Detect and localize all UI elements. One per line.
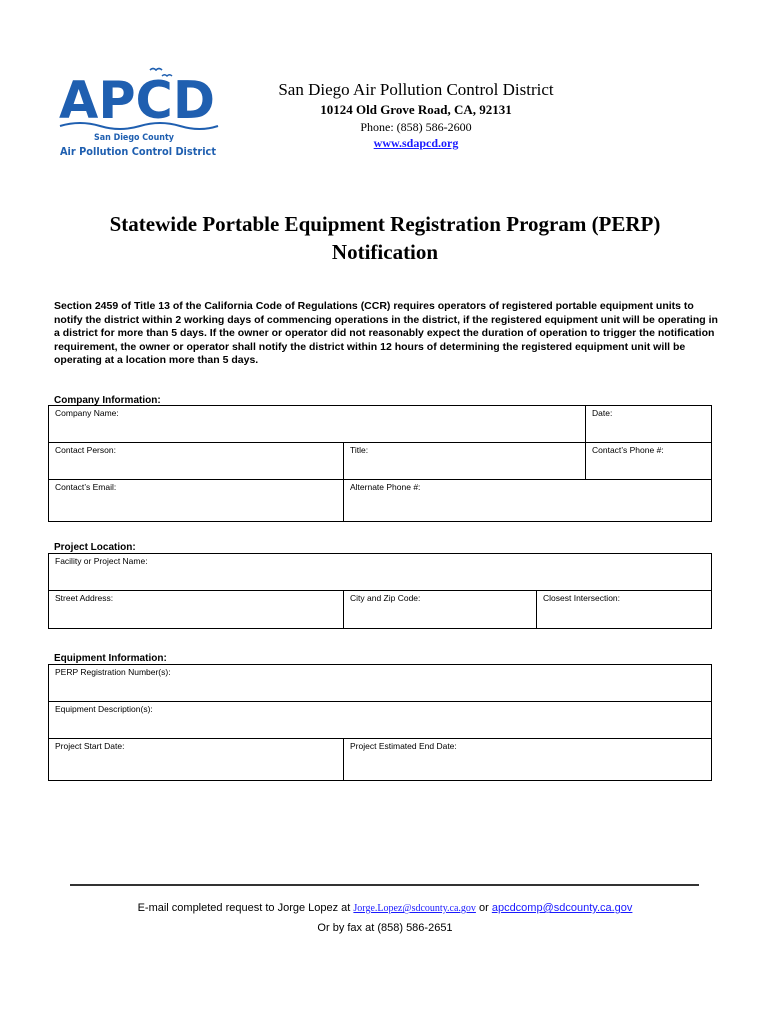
- org-phone: Phone: (858) 586-2600: [360, 120, 472, 134]
- logo-text: APCD: [59, 71, 215, 131]
- table-row: [49, 739, 711, 780]
- equipment-section-label: Equipment Information:: [54, 653, 167, 664]
- company-info-table: [48, 405, 712, 522]
- table-row: [49, 443, 711, 480]
- table-row: [49, 480, 711, 521]
- equipment-descriptions-field[interactable]: Equipment Description(s):: [55, 704, 153, 714]
- street-address-field[interactable]: Street Address:: [49, 591, 344, 628]
- title-field[interactable]: Title:: [344, 443, 586, 479]
- org-name: San Diego Air Pollution Control District: [278, 80, 554, 99]
- form-title-line2: Notification: [331, 240, 439, 264]
- org-website-link[interactable]: www.sdapcd.org: [373, 136, 459, 150]
- project-section-label: Project Location:: [54, 542, 136, 553]
- footer-or: or: [478, 902, 489, 914]
- table-row: [49, 406, 711, 443]
- table-row: [49, 554, 711, 591]
- email-link-apcdcomp[interactable]: apcdcomp@sdcounty.ca.gov: [491, 902, 633, 914]
- table-row: [49, 702, 711, 739]
- equipment-info-table: [48, 664, 712, 781]
- form-title-line1: Statewide Portable Equipment Registration Program (PERP): [109, 212, 661, 236]
- footer-email-prefix: E-mail completed request to Jorge Lopez at: [137, 902, 351, 914]
- contact-person-field[interactable]: Contact Person:: [49, 443, 344, 479]
- logo-subtitle: San Diego County: [94, 133, 175, 143]
- footer-email-line: [0, 902, 770, 914]
- contact-phone-field[interactable]: Contact’s Phone #:: [592, 445, 664, 455]
- company-section-label: Company Information:: [54, 395, 161, 406]
- project-location-table: [48, 553, 712, 629]
- company-name-field[interactable]: Company Name:: [49, 406, 586, 442]
- org-address: 10124 Old Grove Road, CA, 92131: [320, 102, 512, 117]
- footer-divider: [70, 884, 699, 886]
- intro-paragraph: Section 2459 of Title 13 of the California Code of Regulations (CCR) requires operators of registered portable equipment units to notify the district within 2 working days of commencing operations in the district, if the registered equipment unit will be operating in a district for more than 5 days. If the owner or operator did not reasonably expect the duration of operation to trigger the notification requirement, the owner or operator shall notify the district within 12 hours of determining the registered equipment unit will be operating at a location more than 5 days.: [54, 300, 718, 367]
- form-title: [30, 210, 740, 266]
- footer-fax: Or by fax at (858) 586-2651: [317, 922, 453, 934]
- bird-icon: [150, 69, 162, 71]
- perp-numbers-field[interactable]: PERP Registration Number(s):: [55, 667, 171, 677]
- apcd-logo: [58, 64, 220, 160]
- project-end-date-field[interactable]: Project Estimated End Date:: [350, 741, 457, 751]
- facility-name-field[interactable]: Facility or Project Name:: [55, 556, 148, 566]
- closest-intersection-field[interactable]: Closest Intersection:: [543, 593, 621, 603]
- table-row: [49, 591, 711, 628]
- city-zip-field[interactable]: City and Zip Code:: [344, 591, 537, 628]
- table-row: [49, 665, 711, 702]
- contact-email-field[interactable]: Contact’s Email:: [49, 480, 344, 521]
- alternate-phone-field[interactable]: Alternate Phone #:: [350, 482, 421, 492]
- date-field[interactable]: Date:: [592, 408, 613, 418]
- logo-tagline: Air Pollution Control District: [60, 145, 216, 158]
- email-link-jorge[interactable]: Jorge.Lopez@sdcounty.ca.gov: [353, 903, 476, 914]
- project-start-date-field[interactable]: Project Start Date:: [49, 739, 344, 780]
